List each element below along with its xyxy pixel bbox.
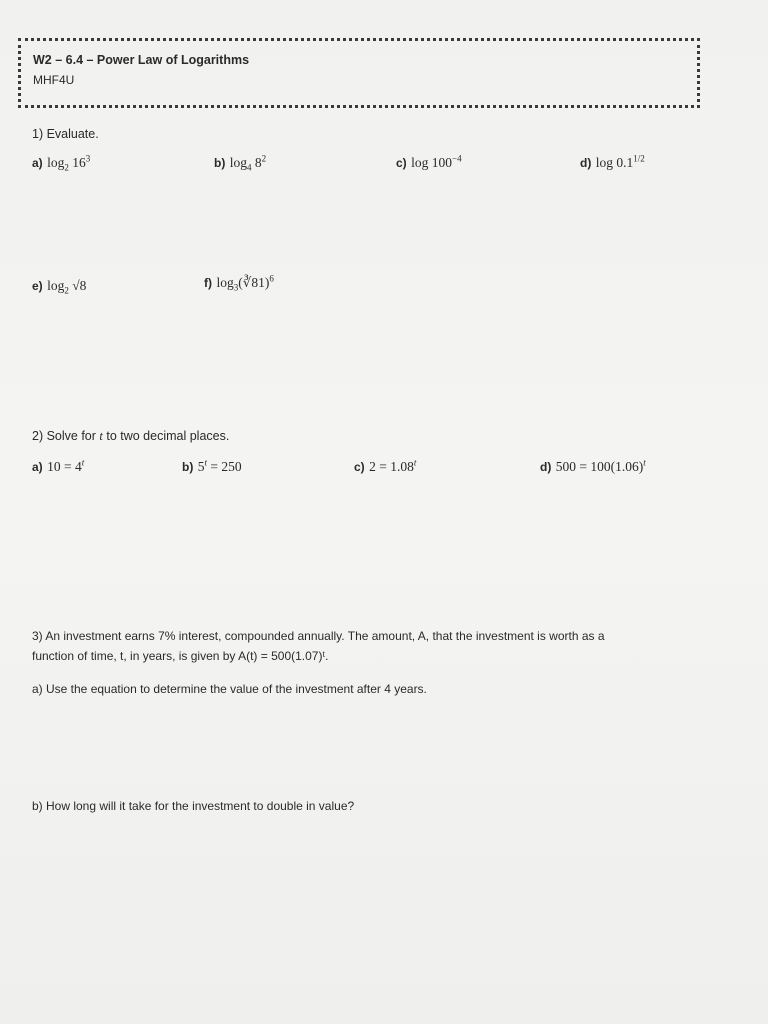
q1-item-d-label: d) xyxy=(580,156,592,170)
q1-item-a xyxy=(32,154,90,172)
q1-item-d xyxy=(580,154,645,172)
q1-item-f xyxy=(204,274,274,292)
q2-item-d-expr: $500 = 100(1.06)^t$ xyxy=(555,457,646,474)
q1-item-e-label: e) xyxy=(32,279,43,293)
q1-item-f-label: f) xyxy=(204,276,212,290)
q2-item-b xyxy=(182,458,242,476)
q1-item-b-expr: $\log_4 8^2$ xyxy=(229,153,267,173)
q3-part-a: a) Use the equation to determine the value of the investment after 4 years. xyxy=(32,682,427,696)
q1-item-a-expr: $\log_2 16^3$ xyxy=(47,153,91,173)
q2-item-a-label: a) xyxy=(32,460,43,474)
q1-item-e-expr: $\log_2 √8$ xyxy=(47,278,87,296)
q1-prompt: 1) Evaluate. xyxy=(32,127,99,141)
q2-item-a-expr: $10 = 4^t$ xyxy=(47,457,85,474)
q1-item-d-expr: $\log 0.1^{1/2}$ xyxy=(595,153,645,170)
q1-item-a-label: a) xyxy=(32,156,43,170)
q3-line-1: 3) An investment earns 7% interest, compounded annually. The amount, A, that the investment is worth as a xyxy=(32,629,605,643)
q1-item-b-label: b) xyxy=(214,156,226,170)
q1-item-e xyxy=(32,277,86,295)
course-code: MHF4U xyxy=(33,73,75,87)
q1-item-c-expr: $\log 100^{-4}$ xyxy=(411,153,462,170)
q1-item-c-label: c) xyxy=(396,156,407,170)
q2-item-d-label: d) xyxy=(540,460,552,474)
q3-line-2: function of time, t, in years, is given by A(t) = 500(1.07)ᵗ. xyxy=(32,649,329,663)
q2-item-c-label: c) xyxy=(354,460,365,474)
q2-item-a xyxy=(32,458,84,476)
q3-part-b: b) How long will it take for the investment to double in value? xyxy=(32,799,355,813)
worksheet-title: W2 – 6.4 – Power Law of Logarithms xyxy=(33,53,250,67)
q1-item-c xyxy=(396,154,462,172)
q2-item-b-expr: $5^t = 250$ xyxy=(197,457,242,474)
q2-prompt: 2) Solve for t to two decimal places. xyxy=(32,429,230,443)
q1-item-b xyxy=(214,154,266,172)
q1-item-f-expr: $\log_3(∛81)^6$ xyxy=(216,273,274,293)
q2-item-c xyxy=(354,458,416,476)
q2-item-b-label: b) xyxy=(182,460,194,474)
header-box xyxy=(18,38,700,108)
q2-item-d xyxy=(540,458,646,476)
q2-item-c-expr: $2 = 1.08^t$ xyxy=(369,457,417,474)
